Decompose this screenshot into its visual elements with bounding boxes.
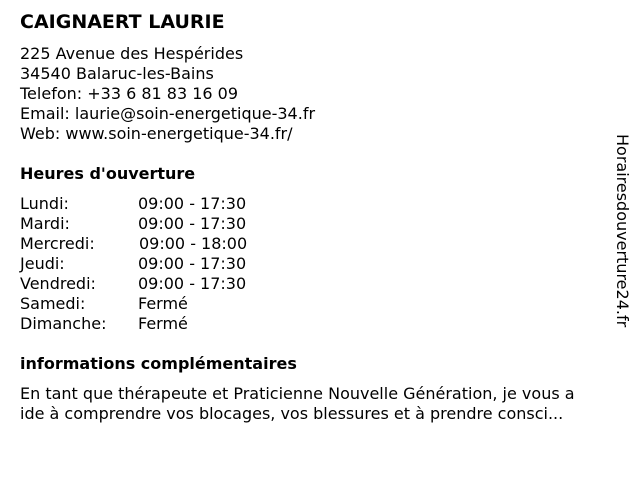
- info-line-1: En tant que thérapeute et Praticienne Nouvelle Génération, je vous a: [20, 384, 575, 403]
- phone-line: Telefon: +33 6 81 83 16 09: [20, 84, 239, 103]
- time-value: Fermé: [138, 314, 188, 333]
- day-label: Samedi:: [20, 294, 86, 313]
- time-value: 09:00 - 17:30: [138, 214, 247, 233]
- website-line: Web: www.soin-energetique-34.fr/: [20, 124, 293, 143]
- address-street: 225 Avenue des Hespérides: [20, 44, 244, 63]
- day-label: Vendredi:: [20, 274, 96, 293]
- day-label: Jeudi:: [20, 254, 65, 273]
- time-value: 09:00 - 17:30: [138, 274, 247, 293]
- contact-block: [20, 44, 315, 144]
- info-heading: informations complémentaires: [20, 354, 297, 373]
- site-credit-vertical: Horairesdouverture24.fr: [613, 134, 632, 328]
- time-value: 09:00 - 17:30: [138, 254, 247, 273]
- address-city: 34540 Balaruc-les-Bains: [20, 64, 214, 83]
- email-line: Email: laurie@soin-energetique-34.fr: [20, 104, 316, 123]
- time-value: Fermé: [138, 294, 188, 313]
- day-label: Mercredi:: [20, 234, 95, 253]
- day-label: Mardi:: [20, 214, 70, 233]
- info-line-2: ide à comprendre vos blocages, vos blessures et à prendre consci...: [20, 404, 564, 423]
- hours-heading: Heures d'ouverture: [20, 164, 196, 183]
- day-label: Lundi:: [20, 194, 69, 213]
- time-value: 09:00 - 17:30: [138, 194, 247, 213]
- day-label: Dimanche:: [20, 314, 107, 333]
- business-name: CAIGNAERT LAURIE: [20, 11, 225, 33]
- info-description: [20, 384, 620, 424]
- time-value: 09:00 - 18:00: [139, 234, 248, 253]
